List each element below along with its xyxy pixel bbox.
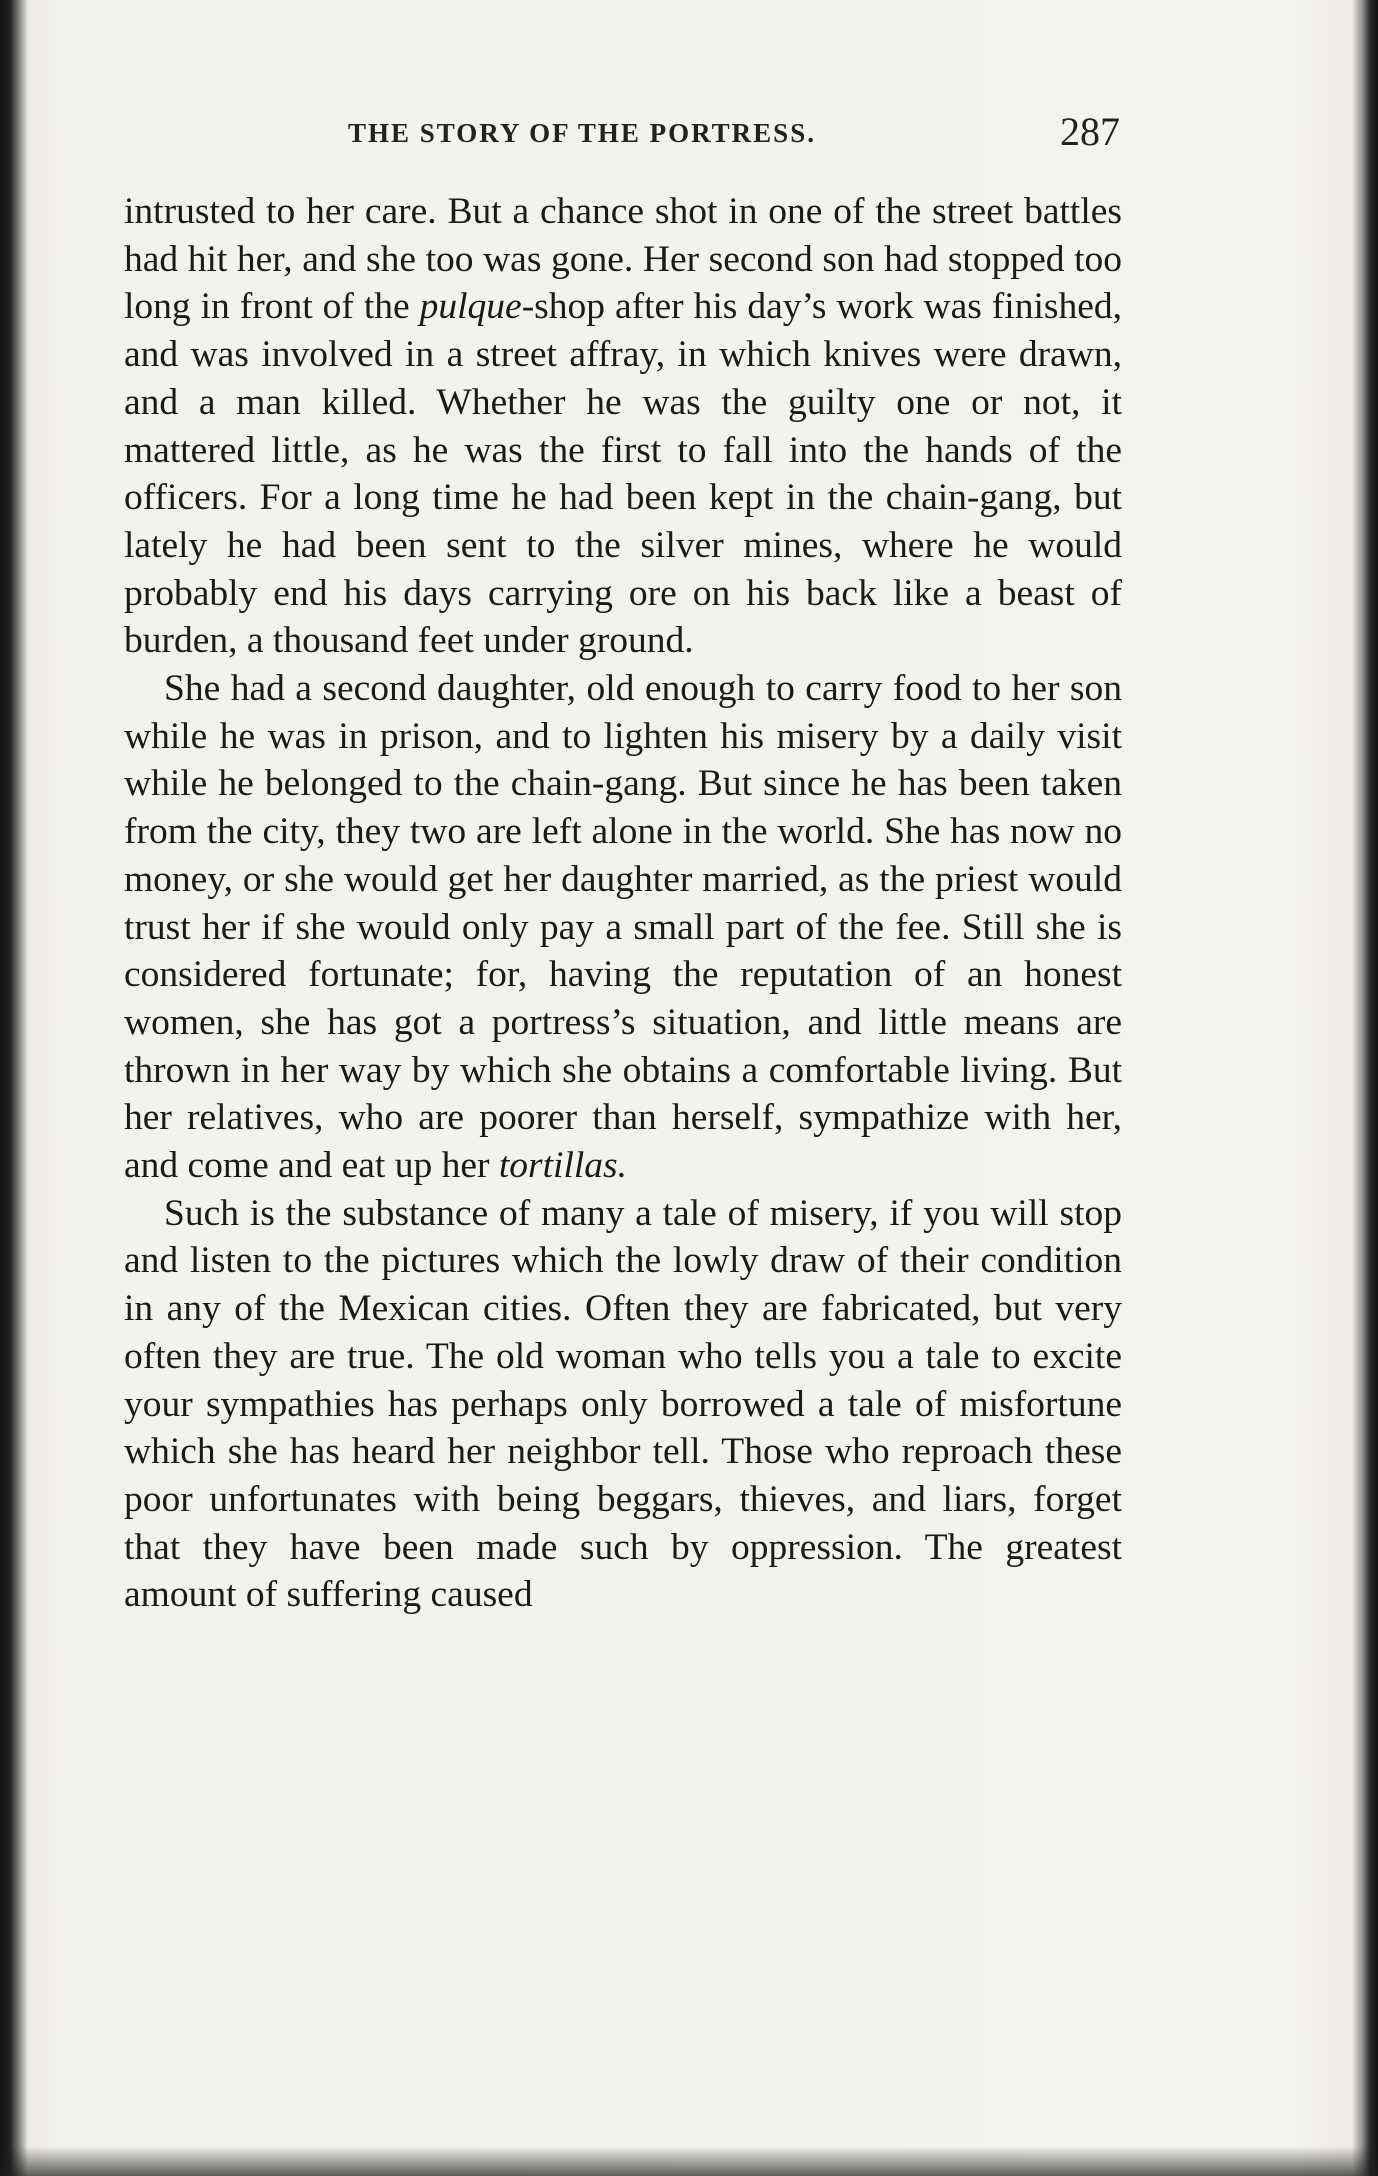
- body-text: [124, 188, 1122, 1619]
- scan-edge-bottom: [0, 2146, 1378, 2176]
- paragraph-3: Such is the substance of many a tale of misery, if you will stop and listen to the pictures which the lowly draw of their condition in any of the Mexican cities. Often they are fabricated, but very often they are true. The old woman who tells you a tale to excite your sympathies has perhaps only borrowed a tale of misfortune which she has heard her neighbor tell. Those who reproach these poor unfortunates with being beggars, thieves, and liars, forget that they have been made such by oppression. The greatest amount of suffering caused: [124, 1192, 1122, 1616]
- running-head: THE STORY OF THE PORTRESS.: [348, 118, 816, 148]
- scan-edge-right: [1352, 0, 1378, 2176]
- paragraph-1: [124, 188, 1122, 665]
- paragraph-2-italic: tortillas.: [498, 1145, 627, 1187]
- scan-edge-left: [0, 0, 28, 2176]
- page-number: 287: [1060, 109, 1120, 154]
- paragraph-1-text-a: intrusted to her care. But a chance shot in one of the street battles had hit her, and she too was gone. Her second son had stopped too long in front of the: [124, 191, 1122, 328]
- paragraph-2: [124, 665, 1122, 1190]
- paragraph-2-text: She had a second daughter, old enough to carry food to her son while he was in prison, and to lighten his misery by a daily visit while he belonged to the chain-gang. But since he has been taken from the city, they two are left alone in the world. She has now no money, or she would get her daughter married, as the priest would trust her if she would only pay a small part of the fee. Still she is considered fortunate; for, having the reputation of an honest women, she has got a portress’s situation, and little means are thrown in her way by which she obtains a comfortable living. But her relatives, who are poorer than herself, sympathize with her, and come and eat up her: [124, 668, 1122, 1187]
- paragraph-1-text-b: -shop after his day’s work was finished, and was involved in a street affray, in which knives were drawn, and a man killed. Whether he was the guilty one or not, it mattered little, as he was the first to fall into the hands of the officers. For a long time he had been kept in the chain-gang, but lately he had been sent to the silver mines, where he would probably end his days carrying ore on his back like a beast of burden, a thousand feet under ground.: [124, 286, 1122, 662]
- page-header: [148, 104, 1130, 160]
- paragraph-1-italic: pulque: [419, 286, 522, 328]
